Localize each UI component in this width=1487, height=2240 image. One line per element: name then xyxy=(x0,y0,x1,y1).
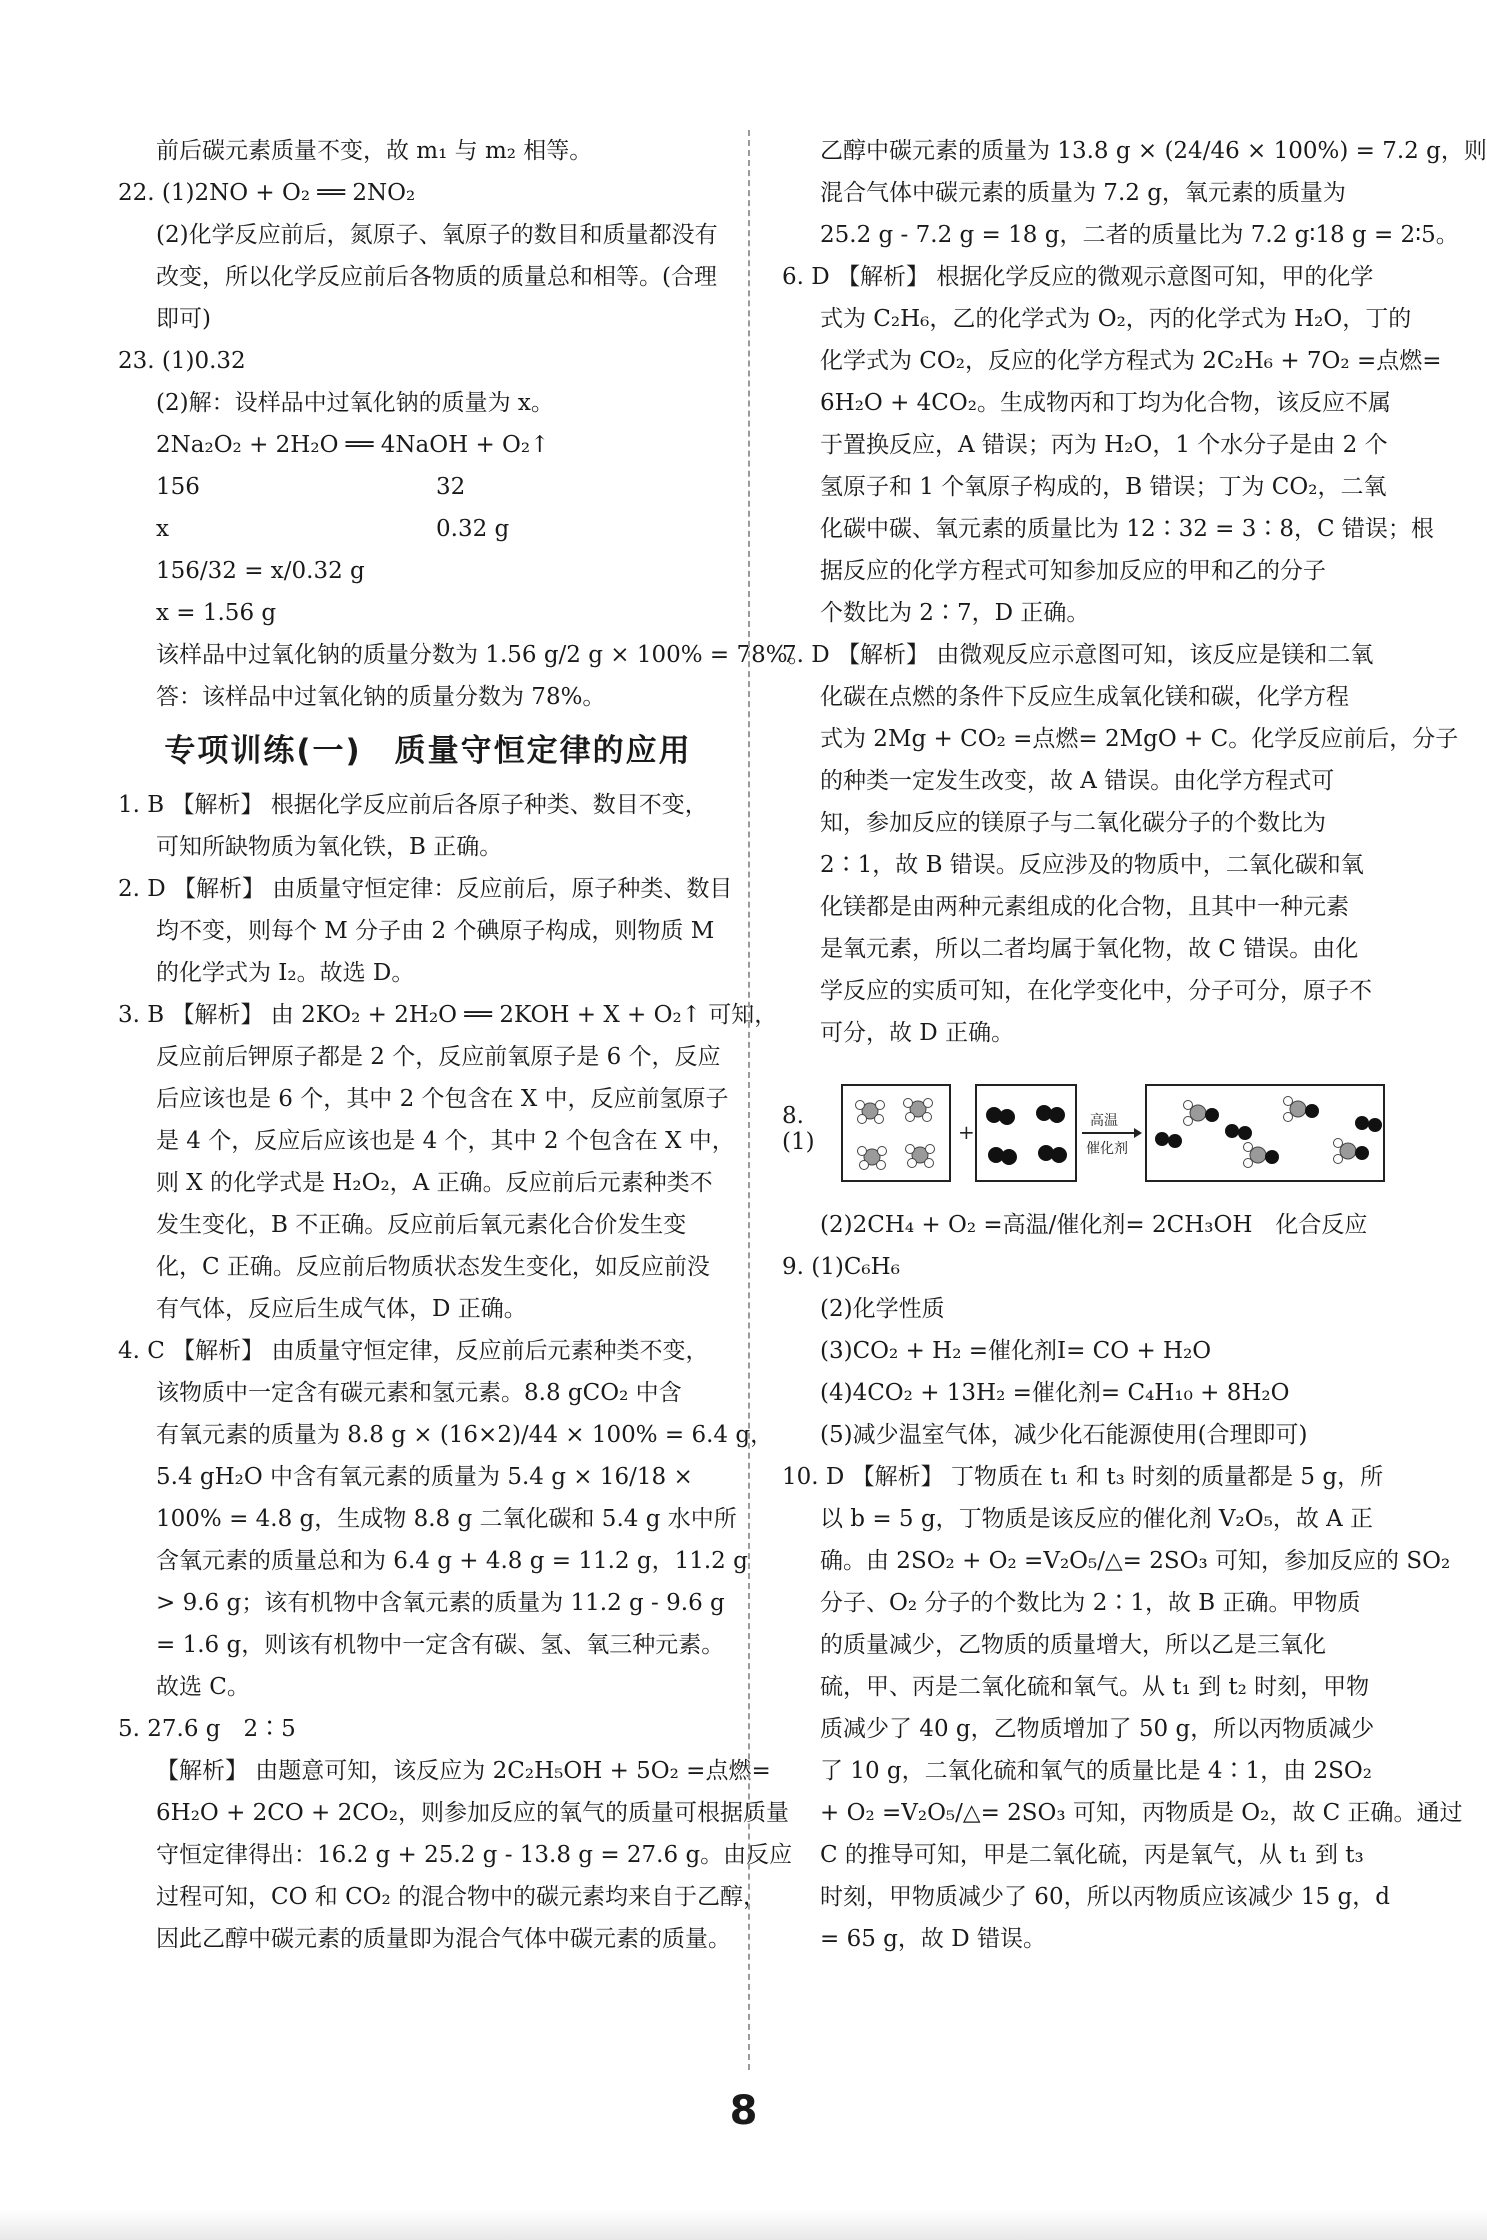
oxygen-atom xyxy=(1049,1107,1065,1123)
hydrogen-atom xyxy=(878,1147,887,1156)
answer-line: (2)解：设样品中过氧化钠的质量为 x。 xyxy=(156,390,554,416)
reaction-diagram xyxy=(782,1054,1402,1204)
answer-line: 含氧元素的质量总和为 6.4 g + 4.8 g = 11.2 g，11.2 g xyxy=(156,1548,748,1574)
answer-line: 分子、O₂ 分子的个数比为 2∶1，故 B 正确。甲物质 xyxy=(820,1590,1361,1616)
answer-line: (2)化学性质 xyxy=(820,1296,945,1322)
condition-top: 高温 xyxy=(1090,1113,1118,1129)
answer-line: C 的推导可知，甲是二氧化硫，丙是氧气，从 t₁ 到 t₃ xyxy=(820,1842,1364,1868)
answer-line: 式为 2Mg + CO₂ =点燃= 2MgO + C。化学反应前后，分子 xyxy=(820,726,1459,752)
answer-line: 23. (1)0.32 xyxy=(118,348,246,374)
carbon-atom xyxy=(1340,1143,1356,1159)
hydrogen-atom xyxy=(1244,1159,1253,1168)
oxygen-atom xyxy=(1168,1134,1182,1148)
carbon-atom xyxy=(1290,1101,1306,1117)
oxygen-atom xyxy=(1265,1150,1279,1164)
answer-line: 化碳中碳、氧元素的质量比为 12∶32 = 3∶8，C 错误；根 xyxy=(820,516,1434,542)
figure-label: 8. (1) xyxy=(782,1103,815,1155)
answer-line: = 65 g，故 D 错误。 xyxy=(820,1926,1046,1952)
answer-line: 7. D 【解析】 由微观反应示意图可知，该反应是镁和二氧 xyxy=(782,642,1374,668)
answer-line: + O₂ =V₂O₅/△= 2SO₃ 可知，丙物质是 O₂，故 C 正确。通过 xyxy=(820,1800,1463,1826)
hydrogen-atom xyxy=(906,1113,915,1122)
molecule-diagram xyxy=(838,1069,1398,1189)
calc-cell: 0.32 g xyxy=(436,516,510,542)
oxygen-atom xyxy=(1001,1149,1017,1165)
carbon-atom xyxy=(1190,1105,1206,1121)
answer-line: (2)化学反应前后，氮原子、氧原子的数目和质量都没有 xyxy=(156,222,718,248)
oxygen-atom xyxy=(1305,1104,1319,1118)
answer-line: 100% = 4.8 g，生成物 8.8 g 二氧化碳和 5.4 g 水中所 xyxy=(156,1506,737,1532)
answer-line: 即可) xyxy=(156,306,211,332)
oxygen-atom xyxy=(1205,1108,1219,1122)
answer-line: 10. D 【解析】 丁物质在 t₁ 和 t₃ 时刻的质量都是 5 g，所 xyxy=(782,1464,1384,1490)
hydrogen-atom xyxy=(1184,1117,1193,1126)
answer-line: 故选 C。 xyxy=(156,1674,250,1700)
answer-line: 该样品中过氧化钠的质量分数为 1.56 g/2 g × 100% = 78%。 xyxy=(156,642,811,668)
answer-line: 6H₂O + 2CO + 2CO₂，则参加反应的氧气的质量可根据质量 xyxy=(156,1800,789,1826)
answer-line: > 9.6 g；该有机物中含氧元素的质量为 11.2 g - 9.6 g xyxy=(156,1590,725,1616)
hydrogen-atom xyxy=(924,1099,933,1108)
answer-line: = 1.6 g，则该有机物中一定含有碳、氢、氧三种元素。 xyxy=(156,1632,725,1658)
answer-line: (3)CO₂ + H₂ =催化剂Ⅰ= CO + H₂O xyxy=(820,1338,1212,1364)
answer-line: 2. D 【解析】 由质量守恒定律：反应前后，原子种类、数目 xyxy=(118,876,733,902)
answer-line: 该物质中一定含有碳元素和氢元素。8.8 gCO₂ 中含 xyxy=(156,1380,682,1406)
answer-line: 守恒定律得出：16.2 g + 25.2 g - 13.8 g = 27.6 g。由反应 xyxy=(156,1842,793,1868)
oxygen-atom xyxy=(1355,1146,1369,1160)
right-column xyxy=(782,130,1487,1960)
answer-line: 化镁都是由两种元素组成的化合物，且其中一种元素 xyxy=(820,894,1349,920)
reactant-box-methane xyxy=(842,1085,950,1181)
answer-line: 了 10 g，二氧化硫和氧气的质量比是 4∶1，由 2SO₂ xyxy=(820,1758,1372,1784)
hydrogen-atom xyxy=(1284,1113,1293,1122)
answer-line: 6H₂O + 4CO₂。生成物丙和丁均为化合物，该反应不属 xyxy=(820,390,1391,416)
hydrogen-atom xyxy=(1284,1097,1293,1106)
hydrogen-atom xyxy=(1334,1155,1343,1164)
answer-line: 的化学式为 I₂。故选 D。 xyxy=(156,960,415,986)
answer-line: 于置换反应，A 错误；丙为 H₂O，1 个水分子是由 2 个 xyxy=(820,432,1388,458)
answer-line: 的质量减少，乙物质的质量增大，所以乙是三氧化 xyxy=(820,1632,1326,1658)
answer-line: 发生变化，B 不正确。反应前后氧元素化合价发生变 xyxy=(156,1212,687,1238)
answer-line: 可分，故 D 正确。 xyxy=(820,1020,1015,1046)
answer-line: 化，C 正确。反应前后物质状态发生变化，如反应前没 xyxy=(156,1254,710,1280)
answer-line: 学反应的实质可知，在化学变化中，分子可分，原子不 xyxy=(820,978,1372,1004)
answer-line: 化学式为 CO₂，反应的化学方程式为 2C₂H₆ + 7O₂ =点燃= xyxy=(820,348,1442,374)
hydrogen-atom xyxy=(860,1161,869,1170)
oxygen-atom xyxy=(1238,1126,1252,1140)
plus-sign: + xyxy=(958,1120,975,1144)
condition-bottom: 催化剂 xyxy=(1086,1141,1128,1157)
hydrogen-atom xyxy=(926,1145,935,1154)
left-column xyxy=(118,130,811,1960)
hydrogen-atom xyxy=(908,1159,917,1168)
oxygen-atom xyxy=(1225,1124,1239,1138)
answer-line: 可知所缺物质为氧化铁，B 正确。 xyxy=(156,834,503,860)
answer-line: 有气体，反应后生成气体，D 正确。 xyxy=(156,1296,527,1322)
oxygen-atom xyxy=(1051,1147,1067,1163)
answer-line: 【解析】 由题意可知，该反应为 2C₂H₅OH + 5O₂ =点燃= xyxy=(156,1758,771,1784)
answer-line: 质减少了 40 g，乙物质增加了 50 g，所以丙物质减少 xyxy=(820,1716,1375,1742)
answer-line: 有氧元素的质量为 8.8 g × (16×2)/44 × 100% = 6.4 g， xyxy=(156,1422,774,1448)
section-title: 专项训练(一) 质量守恒定律的应用 xyxy=(164,733,692,769)
answer-line: 后应该也是 6 个，其中 2 个包含在 X 中，反应前氢原子 xyxy=(156,1086,729,1112)
answer-line: 5. 27.6 g 2∶5 xyxy=(118,1716,296,1742)
answer-line: 156/32 = x/0.32 g xyxy=(156,558,365,584)
oxygen-atom xyxy=(999,1109,1015,1125)
answer-line: 以 b = 5 g，丁物质是该反应的催化剂 V₂O₅，故 A 正 xyxy=(820,1506,1374,1532)
hydrogen-atom xyxy=(858,1115,867,1124)
page-bottom-shadow xyxy=(0,2210,1487,2240)
arrow-head xyxy=(1134,1128,1142,1138)
answer-line: (2)2CH₄ + O₂ =高温/催化剂= 2CH₃OH 化合反应 xyxy=(820,1212,1368,1238)
answer-line: 5.4 gH₂O 中含有氧元素的质量为 5.4 g × 16/18 × xyxy=(156,1464,693,1490)
product-box xyxy=(1146,1085,1384,1181)
answer-line: 改变，所以化学反应前后各物质的质量总和相等。(合理 xyxy=(156,264,717,290)
answer-line: 9. (1)C₆H₆ xyxy=(782,1254,900,1280)
calc-row xyxy=(118,508,738,550)
oxygen-atom xyxy=(1155,1132,1169,1146)
answer-line: 答：该样品中过氧化钠的质量分数为 78%。 xyxy=(156,684,606,710)
answer-line: x = 1.56 g xyxy=(156,600,277,626)
hydrogen-atom xyxy=(925,1159,934,1168)
answer-line: 氢原子和 1 个氧原子构成的，B 错误；丁为 CO₂，二氧 xyxy=(820,474,1387,500)
hydrogen-atom xyxy=(906,1145,915,1154)
oxygen-atom xyxy=(1368,1118,1382,1132)
answer-line: 是氧元素，所以二者均属于氧化物，故 C 错误。由化 xyxy=(820,936,1359,962)
hydrogen-atom xyxy=(1184,1101,1193,1110)
answer-line: 乙醇中碳元素的质量为 13.8 g × (24/46 × 100%) = 7.2 g，则 xyxy=(820,138,1487,164)
hydrogen-atom xyxy=(858,1147,867,1156)
reactant-box-oxygen xyxy=(976,1085,1076,1181)
calc-cell: 156 xyxy=(156,474,200,500)
answer-line: 4. C 【解析】 由质量守恒定律，反应前后元素种类不变， xyxy=(118,1338,709,1364)
answer-line: 时刻，甲物质减少了 60，所以丙物质应该减少 15 g，d xyxy=(820,1884,1390,1910)
hydrogen-atom xyxy=(876,1101,885,1110)
answer-line: 3. B 【解析】 由 2KO₂ + 2H₂O ══ 2KOH + X + O₂↑ 可知， xyxy=(118,1002,778,1028)
answer-line: 因此乙醇中碳元素的质量即为混合气体中碳元素的质量。 xyxy=(156,1926,731,1952)
answer-line: 2∶1，故 B 错误。反应涉及的物质中，二氧化碳和氧 xyxy=(820,852,1364,878)
calc-cell: 32 xyxy=(436,474,466,500)
hydrogen-atom xyxy=(904,1099,913,1108)
hydrogen-atom xyxy=(1334,1139,1343,1148)
hydrogen-atom xyxy=(1244,1143,1253,1152)
answer-line: (5)减少温室气体，减少化石能源使用(合理即可) xyxy=(820,1422,1308,1448)
answer-line: 则 X 的化学式是 H₂O₂，A 正确。反应前后元素种类不 xyxy=(156,1170,713,1196)
hydrogen-atom xyxy=(923,1113,932,1122)
hydrogen-atom xyxy=(877,1161,886,1170)
answer-line: 过程可知，CO 和 CO₂ 的混合物中的碳元素均来自于乙醇， xyxy=(156,1884,767,1910)
answer-line: 是 4 个，反应后应该也是 4 个，其中 2 个包含在 X 中， xyxy=(156,1128,735,1154)
answer-line: 确。由 2SO₂ + O₂ =V₂O₅/△= 2SO₃ 可知，参加反应的 SO₂ xyxy=(820,1548,1451,1574)
page-number: 8 xyxy=(729,2088,758,2134)
answer-line: 25.2 g - 7.2 g = 18 g，二者的质量比为 7.2 g∶18 g = 2∶5。 xyxy=(820,222,1459,248)
hydrogen-atom xyxy=(875,1115,884,1124)
answer-line: 知，参加反应的镁原子与二氧化碳分子的个数比为 xyxy=(820,810,1326,836)
answer-line: 反应前后钾原子都是 2 个，反应前氧原子是 6 个，反应 xyxy=(156,1044,721,1070)
hydrogen-atom xyxy=(856,1101,865,1110)
answer-line: 个数比为 2∶7，D 正确。 xyxy=(820,600,1090,626)
answer-line: 前后碳元素质量不变，故 m₁ 与 m₂ 相等。 xyxy=(156,138,593,164)
column-divider xyxy=(748,130,750,2070)
answer-line: 据反应的化学方程式可知参加反应的甲和乙的分子 xyxy=(820,558,1326,584)
answer-line: 2Na₂O₂ + 2H₂O ══ 4NaOH + O₂↑ xyxy=(156,432,550,458)
answer-line: 均不变，则每个 M 分子由 2 个碘原子构成，则物质 M xyxy=(156,918,715,944)
calc-row xyxy=(118,466,738,508)
answer-line: 22. (1)2NO + O₂ ══ 2NO₂ xyxy=(118,180,416,206)
answer-line: 6. D 【解析】 根据化学反应的微观示意图可知，甲的化学 xyxy=(782,264,1374,290)
answer-line: 混合气体中碳元素的质量为 7.2 g，氧元素的质量为 xyxy=(820,180,1346,206)
answer-line: 的种类一定发生改变，故 A 错误。由化学方程式可 xyxy=(820,768,1335,794)
oxygen-atom xyxy=(1355,1116,1369,1130)
answer-line: 式为 C₂H₆，乙的化学式为 O₂，丙的化学式为 H₂O，丁的 xyxy=(820,306,1412,332)
answer-line: 化碳在点燃的条件下反应生成氧化镁和碳，化学方程 xyxy=(820,684,1349,710)
answer-line: (4)4CO₂ + 13H₂ =催化剂= C₄H₁₀ + 8H₂O xyxy=(820,1380,1290,1406)
answer-line: 1. B 【解析】 根据化学反应前后各原子种类、数目不变， xyxy=(118,792,708,818)
carbon-atom xyxy=(1250,1147,1266,1163)
answer-line: 硫，甲、丙是二氧化硫和氧气。从 t₁ 到 t₂ 时刻，甲物 xyxy=(820,1674,1370,1700)
calc-cell: x xyxy=(156,516,169,542)
